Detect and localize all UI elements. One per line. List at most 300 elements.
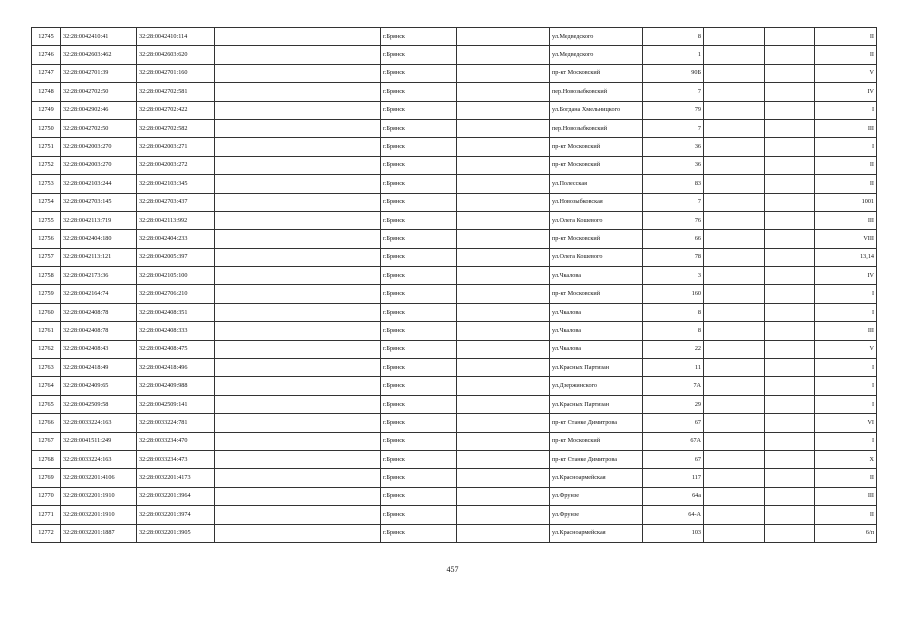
cell-street: ул.Красноармейская <box>550 469 643 487</box>
table-row <box>32 175 877 193</box>
cell-object-cadastral: 32:28:0042603:620 <box>137 46 215 64</box>
cell-parcel-cadastral: 32:28:0042113:719 <box>61 211 137 229</box>
cell-street: ул.Медведского <box>550 46 643 64</box>
table-row <box>32 524 877 542</box>
cell-number: 12760 <box>32 303 61 321</box>
cell-parcel-cadastral: 32:28:0042408:43 <box>61 340 137 358</box>
cell-street: пр-кт Московский <box>550 156 643 174</box>
cell-premises: VI <box>815 414 877 432</box>
cell-house: 78 <box>643 248 704 266</box>
cell-empty <box>765 506 815 524</box>
cell-empty <box>765 340 815 358</box>
cell-empty <box>457 322 550 340</box>
cell-house: 79 <box>643 101 704 119</box>
cell-city: г.Брянск <box>381 101 457 119</box>
cell-parcel-cadastral: 32:28:0042902:46 <box>61 101 137 119</box>
cell-empty <box>457 432 550 450</box>
cell-street: ул.Чкалова <box>550 322 643 340</box>
cell-parcel-cadastral: 32:28:0042702:50 <box>61 119 137 137</box>
cell-parcel-cadastral: 32:28:0033224:163 <box>61 414 137 432</box>
cell-house: 66 <box>643 230 704 248</box>
cell-premises: II <box>815 469 877 487</box>
cell-house: 64-А <box>643 506 704 524</box>
table-row <box>32 506 877 524</box>
cell-city: г.Брянск <box>381 193 457 211</box>
cell-empty <box>704 267 765 285</box>
cell-empty <box>215 303 381 321</box>
cell-number: 12750 <box>32 119 61 137</box>
cell-premises: I <box>815 377 877 395</box>
table-row <box>32 469 877 487</box>
cell-street: ул.Богдана Хмельницкого <box>550 101 643 119</box>
cell-empty <box>215 450 381 468</box>
cell-empty <box>704 450 765 468</box>
cell-parcel-cadastral: 32:28:0042702:50 <box>61 83 137 101</box>
cell-empty <box>765 46 815 64</box>
cell-empty <box>215 414 381 432</box>
cell-street: ул.Полесская <box>550 175 643 193</box>
cell-number: 12770 <box>32 487 61 505</box>
cell-empty <box>765 450 815 468</box>
cell-object-cadastral: 32:28:0042408:333 <box>137 322 215 340</box>
cell-empty <box>765 359 815 377</box>
cell-parcel-cadastral: 32:28:0042701:39 <box>61 64 137 82</box>
cell-empty <box>704 101 765 119</box>
cell-street: ул.Красных Партизан <box>550 395 643 413</box>
cell-empty <box>457 28 550 46</box>
cell-city: г.Брянск <box>381 46 457 64</box>
table-row <box>32 414 877 432</box>
cell-premises: I <box>815 101 877 119</box>
cell-empty <box>215 340 381 358</box>
cell-empty <box>704 230 765 248</box>
cell-number: 12763 <box>32 359 61 377</box>
table-row <box>32 322 877 340</box>
cell-city: г.Брянск <box>381 175 457 193</box>
cell-parcel-cadastral: 32:28:0042113:121 <box>61 248 137 266</box>
cell-empty <box>765 469 815 487</box>
cell-empty <box>215 193 381 211</box>
cell-object-cadastral: 32:28:0042706:210 <box>137 285 215 303</box>
cell-object-cadastral: 32:28:0033224:781 <box>137 414 215 432</box>
cell-empty <box>215 28 381 46</box>
table-row <box>32 285 877 303</box>
cell-empty <box>704 156 765 174</box>
cell-premises: IV <box>815 267 877 285</box>
cell-empty <box>765 119 815 137</box>
cell-empty <box>215 469 381 487</box>
cell-object-cadastral: 32:28:0042003:271 <box>137 138 215 156</box>
cell-premises: II <box>815 28 877 46</box>
cell-street: ул.Красных Партизан <box>550 359 643 377</box>
cell-empty <box>704 119 765 137</box>
cell-empty <box>704 211 765 229</box>
cell-premises: I <box>815 303 877 321</box>
cell-house: 103 <box>643 524 704 542</box>
cell-number: 12751 <box>32 138 61 156</box>
cell-empty <box>704 469 765 487</box>
table-row <box>32 340 877 358</box>
table-row <box>32 267 877 285</box>
cell-object-cadastral: 32:28:0042701:160 <box>137 64 215 82</box>
cell-parcel-cadastral: 32:28:0041511:249 <box>61 432 137 450</box>
cell-premises: 1001 <box>815 193 877 211</box>
cell-object-cadastral: 32:28:0033234:470 <box>137 432 215 450</box>
cell-street: пр-кт Станке Димитрова <box>550 450 643 468</box>
table-row <box>32 64 877 82</box>
table-row <box>32 193 877 211</box>
cell-parcel-cadastral: 32:28:0032201:1910 <box>61 487 137 505</box>
cell-empty <box>215 230 381 248</box>
cell-empty <box>765 524 815 542</box>
cell-house: 8 <box>643 28 704 46</box>
cell-city: г.Брянск <box>381 303 457 321</box>
cell-house: 67 <box>643 414 704 432</box>
cell-empty <box>704 524 765 542</box>
cell-object-cadastral: 32:28:0032201:3905 <box>137 524 215 542</box>
cell-number: 12755 <box>32 211 61 229</box>
cell-empty <box>457 340 550 358</box>
cell-empty <box>765 193 815 211</box>
cell-object-cadastral: 32:28:0042105:100 <box>137 267 215 285</box>
cell-premises: III <box>815 487 877 505</box>
cell-empty <box>765 414 815 432</box>
cell-number: 12759 <box>32 285 61 303</box>
cell-empty <box>704 28 765 46</box>
cell-parcel-cadastral: 32:28:0042404:180 <box>61 230 137 248</box>
cell-object-cadastral: 32:28:0032201:3974 <box>137 506 215 524</box>
cell-city: г.Брянск <box>381 83 457 101</box>
cell-empty <box>704 487 765 505</box>
cell-parcel-cadastral: 32:28:0042410:41 <box>61 28 137 46</box>
cell-city: г.Брянск <box>381 414 457 432</box>
cell-city: г.Брянск <box>381 64 457 82</box>
cell-city: г.Брянск <box>381 340 457 358</box>
cell-house: 67А <box>643 432 704 450</box>
cell-number: 12756 <box>32 230 61 248</box>
table-row <box>32 487 877 505</box>
cell-empty <box>704 322 765 340</box>
table-row <box>32 450 877 468</box>
cell-city: г.Брянск <box>381 119 457 137</box>
table-row <box>32 395 877 413</box>
cell-empty <box>215 377 381 395</box>
cell-empty <box>457 46 550 64</box>
cell-object-cadastral: 32:28:0042003:272 <box>137 156 215 174</box>
cell-street: пр-кт Станке Димитрова <box>550 414 643 432</box>
table-row <box>32 46 877 64</box>
table-row <box>32 156 877 174</box>
cell-parcel-cadastral: 32:28:0033224:163 <box>61 450 137 468</box>
cell-city: г.Брянск <box>381 395 457 413</box>
cell-street: ул.Фрунзе <box>550 506 643 524</box>
cell-number: 12758 <box>32 267 61 285</box>
cell-parcel-cadastral: 32:28:0042408:78 <box>61 303 137 321</box>
cell-empty <box>457 524 550 542</box>
registry-body <box>32 28 877 543</box>
cell-empty <box>765 395 815 413</box>
cell-premises: III <box>815 211 877 229</box>
cell-premises: X <box>815 450 877 468</box>
cell-empty <box>765 303 815 321</box>
cell-city: г.Брянск <box>381 487 457 505</box>
cell-empty <box>704 46 765 64</box>
table-row <box>32 83 877 101</box>
cell-object-cadastral: 32:28:0042410:114 <box>137 28 215 46</box>
cell-house: 1 <box>643 46 704 64</box>
cell-empty <box>704 377 765 395</box>
cell-object-cadastral: 32:28:0042509:141 <box>137 395 215 413</box>
cell-number: 12752 <box>32 156 61 174</box>
cell-parcel-cadastral: 32:28:0032201:1910 <box>61 506 137 524</box>
registry-table <box>31 27 877 543</box>
cell-empty <box>457 450 550 468</box>
cell-parcel-cadastral: 32:28:0042409:65 <box>61 377 137 395</box>
cell-city: г.Брянск <box>381 267 457 285</box>
cell-empty <box>215 359 381 377</box>
cell-empty <box>215 248 381 266</box>
cell-empty <box>704 175 765 193</box>
cell-house: 7 <box>643 193 704 211</box>
page-number: 457 <box>446 565 459 574</box>
cell-object-cadastral: 32:28:0042702:582 <box>137 119 215 137</box>
cell-empty <box>704 285 765 303</box>
cell-city: г.Брянск <box>381 156 457 174</box>
cell-city: г.Брянск <box>381 377 457 395</box>
cell-house: 90Б <box>643 64 704 82</box>
cell-empty <box>215 211 381 229</box>
cell-parcel-cadastral: 32:28:0042003:270 <box>61 138 137 156</box>
cell-street: ул.Фрунзе <box>550 487 643 505</box>
cell-empty <box>215 138 381 156</box>
table-row <box>32 28 877 46</box>
table-row <box>32 101 877 119</box>
cell-house: 67 <box>643 450 704 468</box>
cell-parcel-cadastral: 32:28:0042408:78 <box>61 322 137 340</box>
cell-empty <box>457 230 550 248</box>
cell-house: 22 <box>643 340 704 358</box>
cell-street: ул.Чкалова <box>550 303 643 321</box>
cell-empty <box>215 156 381 174</box>
cell-parcel-cadastral: 32:28:0032201:1887 <box>61 524 137 542</box>
cell-parcel-cadastral: 32:28:0042173:36 <box>61 267 137 285</box>
cell-premises: II <box>815 175 877 193</box>
cell-premises: I <box>815 359 877 377</box>
cell-premises: VIII <box>815 230 877 248</box>
cell-city: г.Брянск <box>381 469 457 487</box>
cell-street: пр-кт Московский <box>550 285 643 303</box>
cell-empty <box>704 414 765 432</box>
cell-empty <box>215 506 381 524</box>
cell-number: 12747 <box>32 64 61 82</box>
cell-street: ул.Медведского <box>550 28 643 46</box>
cell-street: ул.Олега Кошевого <box>550 211 643 229</box>
cell-empty <box>215 285 381 303</box>
cell-number: 12757 <box>32 248 61 266</box>
cell-empty <box>457 211 550 229</box>
table-row <box>32 432 877 450</box>
cell-number: 12746 <box>32 46 61 64</box>
cell-empty <box>704 64 765 82</box>
cell-house: 76 <box>643 211 704 229</box>
cell-empty <box>765 230 815 248</box>
cell-empty <box>215 322 381 340</box>
cell-empty <box>215 175 381 193</box>
table-row <box>32 119 877 137</box>
cell-parcel-cadastral: 32:28:0042703:145 <box>61 193 137 211</box>
cell-city: г.Брянск <box>381 432 457 450</box>
cell-empty <box>765 377 815 395</box>
cell-empty <box>765 211 815 229</box>
cell-premises: I <box>815 395 877 413</box>
cell-street: пр-кт Московский <box>550 138 643 156</box>
cell-empty <box>457 303 550 321</box>
table-row <box>32 211 877 229</box>
cell-empty <box>765 83 815 101</box>
cell-empty <box>765 285 815 303</box>
cell-house: 36 <box>643 156 704 174</box>
cell-empty <box>765 432 815 450</box>
cell-empty <box>457 138 550 156</box>
cell-number: 12766 <box>32 414 61 432</box>
cell-empty <box>765 138 815 156</box>
cell-empty <box>765 322 815 340</box>
cell-number: 12762 <box>32 340 61 358</box>
cell-empty <box>704 303 765 321</box>
cell-premises: I <box>815 432 877 450</box>
cell-parcel-cadastral: 32:28:0042003:270 <box>61 156 137 174</box>
cell-number: 12769 <box>32 469 61 487</box>
cell-empty <box>457 487 550 505</box>
cell-object-cadastral: 32:28:0042113:992 <box>137 211 215 229</box>
cell-city: г.Брянск <box>381 230 457 248</box>
cell-object-cadastral: 32:28:0042703:437 <box>137 193 215 211</box>
cell-empty <box>457 377 550 395</box>
cell-object-cadastral: 32:28:0042702:581 <box>137 83 215 101</box>
cell-house: 11 <box>643 359 704 377</box>
cell-empty <box>457 248 550 266</box>
cell-city: г.Брянск <box>381 285 457 303</box>
cell-empty <box>215 395 381 413</box>
cell-empty <box>457 285 550 303</box>
cell-city: г.Брянск <box>381 524 457 542</box>
cell-city: г.Брянск <box>381 322 457 340</box>
cell-empty <box>704 248 765 266</box>
cell-object-cadastral: 32:28:0042702:422 <box>137 101 215 119</box>
cell-empty <box>765 28 815 46</box>
cell-empty <box>215 83 381 101</box>
cell-street: пр-кт Московский <box>550 230 643 248</box>
cell-empty <box>765 156 815 174</box>
cell-empty <box>457 469 550 487</box>
cell-object-cadastral: 32:28:0042103:345 <box>137 175 215 193</box>
cell-parcel-cadastral: 32:28:0042164:74 <box>61 285 137 303</box>
cell-number: 12765 <box>32 395 61 413</box>
cell-premises: III <box>815 119 877 137</box>
cell-empty <box>457 64 550 82</box>
cell-empty <box>457 506 550 524</box>
cell-empty <box>215 101 381 119</box>
cell-street: ул.Чкалова <box>550 340 643 358</box>
cell-number: 12771 <box>32 506 61 524</box>
cell-premises: I <box>815 285 877 303</box>
cell-house: 3 <box>643 267 704 285</box>
cell-empty <box>457 395 550 413</box>
cell-premises: I <box>815 138 877 156</box>
cell-street: ул.Новозыбковская <box>550 193 643 211</box>
cell-city: г.Брянск <box>381 28 457 46</box>
cell-empty <box>765 267 815 285</box>
cell-empty <box>765 64 815 82</box>
cell-empty <box>457 83 550 101</box>
cell-number: 12768 <box>32 450 61 468</box>
cell-street: ул.Чкалова <box>550 267 643 285</box>
cell-empty <box>765 487 815 505</box>
cell-object-cadastral: 32:28:0033234:473 <box>137 450 215 468</box>
cell-street: ул.Дзержинского <box>550 377 643 395</box>
cell-premises: II <box>815 156 877 174</box>
cell-house: 7 <box>643 83 704 101</box>
cell-house: 8 <box>643 322 704 340</box>
cell-empty <box>704 506 765 524</box>
cell-parcel-cadastral: 32:28:0042509:58 <box>61 395 137 413</box>
cell-premises: II <box>815 506 877 524</box>
cell-house: 7 <box>643 119 704 137</box>
cell-empty <box>457 193 550 211</box>
cell-empty <box>457 156 550 174</box>
cell-house: 64а <box>643 487 704 505</box>
cell-empty <box>704 340 765 358</box>
cell-premises: III <box>815 322 877 340</box>
cell-empty <box>215 46 381 64</box>
cell-empty <box>765 175 815 193</box>
cell-object-cadastral: 32:28:0042408:475 <box>137 340 215 358</box>
cell-street: ул.Красноармейская <box>550 524 643 542</box>
cell-empty <box>457 101 550 119</box>
cell-street: пер.Новозыбковский <box>550 83 643 101</box>
cell-premises: II <box>815 46 877 64</box>
cell-number: 12772 <box>32 524 61 542</box>
cell-house: 8 <box>643 303 704 321</box>
table-row <box>32 248 877 266</box>
cell-empty <box>457 119 550 137</box>
cell-parcel-cadastral: 32:28:0042603:462 <box>61 46 137 64</box>
cell-empty <box>704 138 765 156</box>
cell-empty <box>704 193 765 211</box>
cell-empty <box>704 432 765 450</box>
cell-empty <box>457 359 550 377</box>
table-row <box>32 377 877 395</box>
cell-city: г.Брянск <box>381 450 457 468</box>
cell-empty <box>215 524 381 542</box>
cell-premises: 13,14 <box>815 248 877 266</box>
cell-number: 12754 <box>32 193 61 211</box>
cell-city: г.Брянск <box>381 359 457 377</box>
cell-empty <box>215 64 381 82</box>
cell-number: 12767 <box>32 432 61 450</box>
cell-empty <box>215 267 381 285</box>
cell-object-cadastral: 32:28:0032201:3964 <box>137 487 215 505</box>
cell-object-cadastral: 32:28:0042005:397 <box>137 248 215 266</box>
cell-empty <box>215 487 381 505</box>
cell-number: 12761 <box>32 322 61 340</box>
cell-premises: V <box>815 64 877 82</box>
cell-parcel-cadastral: 32:28:0042418:49 <box>61 359 137 377</box>
cell-house: 83 <box>643 175 704 193</box>
cell-premises: V <box>815 340 877 358</box>
cell-house: 7А <box>643 377 704 395</box>
cell-house: 29 <box>643 395 704 413</box>
